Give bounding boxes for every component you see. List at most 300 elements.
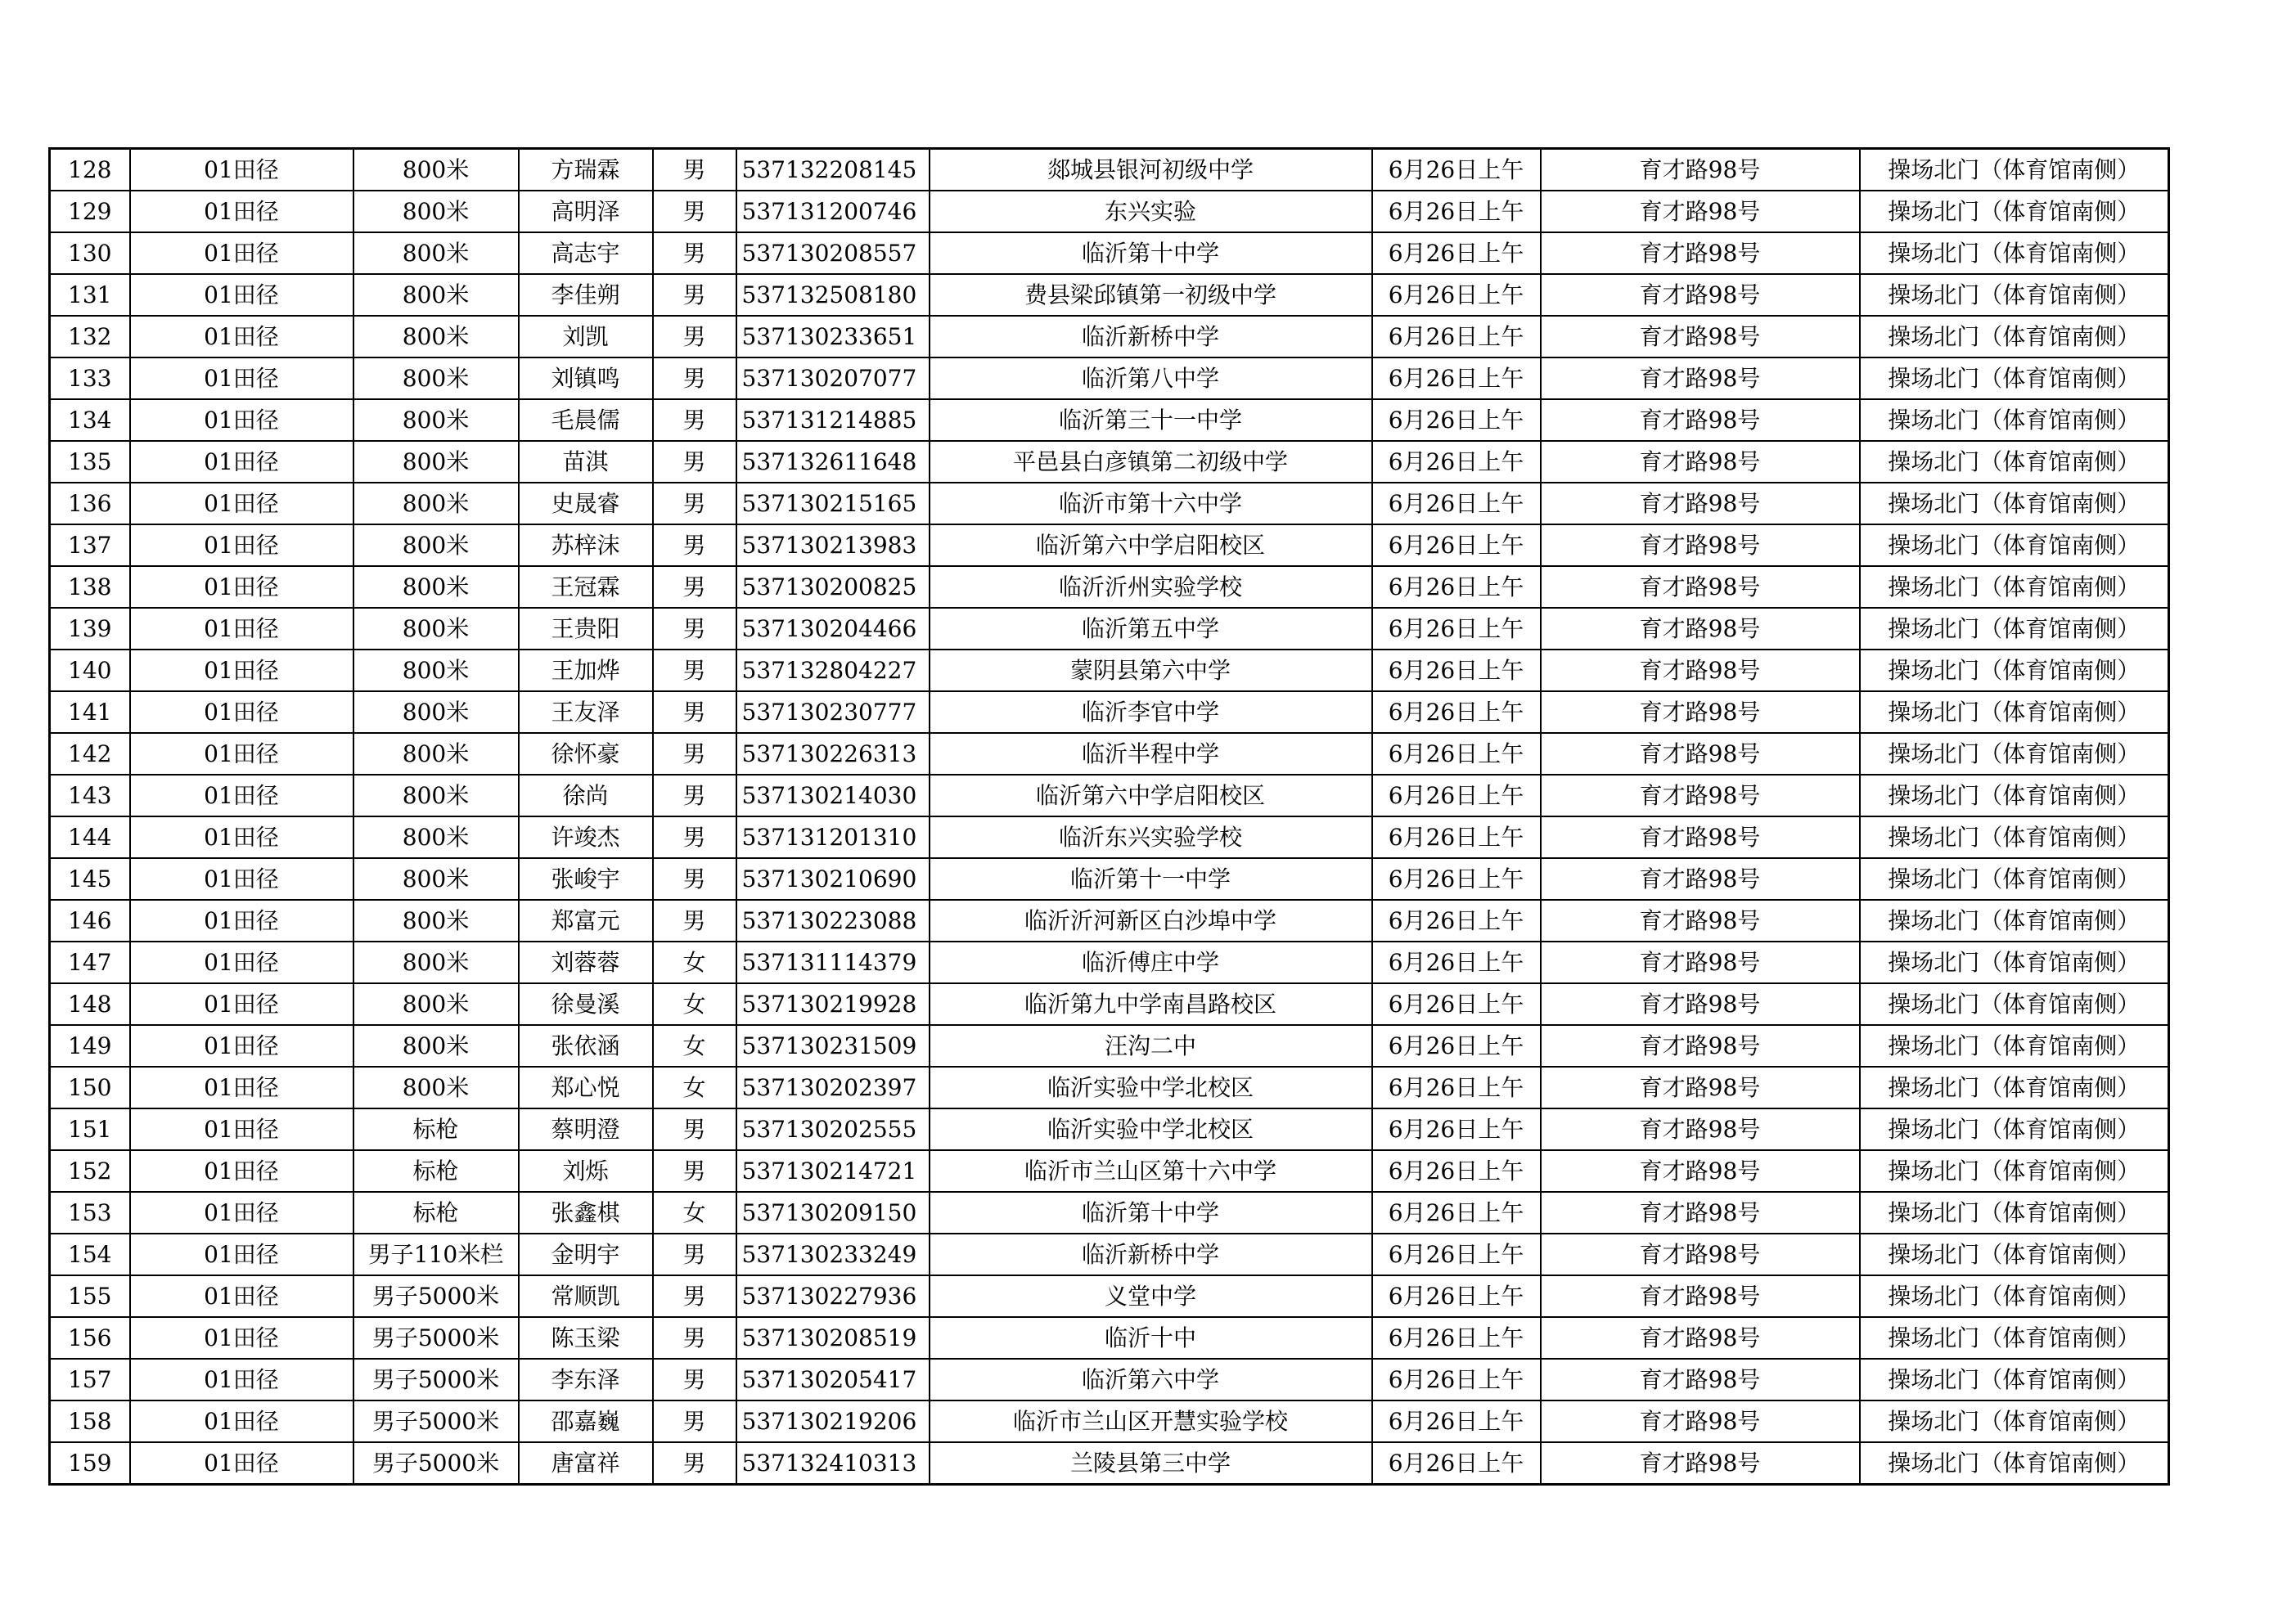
school-name-cell: 临沂新桥中学 [930, 1234, 1372, 1275]
school-name-cell: 临沂李官中学 [930, 691, 1372, 733]
exam-time-cell: 6月26日上午 [1372, 608, 1541, 650]
athlete-name-cell: 蔡明澄 [519, 1108, 653, 1150]
row-number-cell: 143 [50, 775, 130, 816]
gate-location-cell: 操场北门（体育馆南侧） [1860, 1442, 2169, 1485]
table-row [50, 1067, 2169, 1108]
exam-time-cell: 6月26日上午 [1372, 149, 1541, 191]
school-name-cell: 临沂东兴实验学校 [930, 816, 1372, 858]
event-name-cell: 标枪 [353, 1108, 519, 1150]
exam-id-cell: 537130219928 [736, 983, 930, 1025]
sport-category-cell: 01田径 [130, 775, 353, 816]
school-name-cell: 临沂实验中学北校区 [930, 1067, 1372, 1108]
row-number-cell: 138 [50, 566, 130, 608]
gender-cell: 男 [653, 1234, 736, 1275]
school-name-cell: 临沂第五中学 [930, 608, 1372, 650]
athlete-name-cell: 李东泽 [519, 1359, 653, 1400]
school-name-cell: 郯城县银河初级中学 [930, 149, 1372, 191]
school-name-cell: 临沂第十中学 [930, 1192, 1372, 1234]
athlete-name-cell: 李佳朔 [519, 274, 653, 316]
exam-address-cell: 育才路98号 [1541, 274, 1860, 316]
gate-location-cell: 操场北门（体育馆南侧） [1860, 1317, 2169, 1359]
exam-id-cell: 537130214030 [736, 775, 930, 816]
athlete-name-cell: 王友泽 [519, 691, 653, 733]
athlete-name-cell: 陈玉梁 [519, 1317, 653, 1359]
exam-id-cell: 537130233651 [736, 316, 930, 357]
gender-cell: 男 [653, 858, 736, 900]
exam-id-cell: 537131114379 [736, 942, 930, 983]
gate-location-cell: 操场北门（体育馆南侧） [1860, 149, 2169, 191]
exam-address-cell: 育才路98号 [1541, 816, 1860, 858]
exam-address-cell: 育才路98号 [1541, 1234, 1860, 1275]
gender-cell: 男 [653, 274, 736, 316]
table-row [50, 1234, 2169, 1275]
sport-category-cell: 01田径 [130, 483, 353, 524]
gate-location-cell: 操场北门（体育馆南侧） [1860, 775, 2169, 816]
table-row [50, 524, 2169, 566]
exam-id-cell: 537130204466 [736, 608, 930, 650]
gender-cell: 男 [653, 1108, 736, 1150]
table-row [50, 1150, 2169, 1192]
gate-location-cell: 操场北门（体育馆南侧） [1860, 1108, 2169, 1150]
table-row [50, 441, 2169, 483]
event-name-cell: 800米 [353, 691, 519, 733]
athlete-name-cell: 苗淇 [519, 441, 653, 483]
gate-location-cell: 操场北门（体育馆南侧） [1860, 566, 2169, 608]
table-row [50, 858, 2169, 900]
gate-location-cell: 操场北门（体育馆南侧） [1860, 733, 2169, 775]
exam-time-cell: 6月26日上午 [1372, 483, 1541, 524]
row-number-cell: 132 [50, 316, 130, 357]
row-number-cell: 152 [50, 1150, 130, 1192]
gate-location-cell: 操场北门（体育馆南侧） [1860, 1234, 2169, 1275]
exam-id-cell: 537131200746 [736, 191, 930, 232]
exam-id-cell: 537130207077 [736, 357, 930, 399]
row-number-cell: 135 [50, 441, 130, 483]
exam-time-cell: 6月26日上午 [1372, 399, 1541, 441]
gender-cell: 女 [653, 1025, 736, 1067]
table-row [50, 483, 2169, 524]
school-name-cell: 费县梁邱镇第一初级中学 [930, 274, 1372, 316]
athlete-name-cell: 许竣杰 [519, 816, 653, 858]
event-name-cell: 标枪 [353, 1150, 519, 1192]
gender-cell: 男 [653, 191, 736, 232]
table-row [50, 1025, 2169, 1067]
school-name-cell: 蒙阴县第六中学 [930, 650, 1372, 691]
sport-category-cell: 01田径 [130, 1108, 353, 1150]
exam-address-cell: 育才路98号 [1541, 608, 1860, 650]
roster-table-body [50, 149, 2169, 1485]
sport-category-cell: 01田径 [130, 983, 353, 1025]
school-name-cell: 临沂第八中学 [930, 357, 1372, 399]
gender-cell: 男 [653, 566, 736, 608]
sport-category-cell: 01田径 [130, 232, 353, 274]
gate-location-cell: 操场北门（体育馆南侧） [1860, 1192, 2169, 1234]
exam-address-cell: 育才路98号 [1541, 1150, 1860, 1192]
event-name-cell: 800米 [353, 1067, 519, 1108]
exam-address-cell: 育才路98号 [1541, 316, 1860, 357]
event-name-cell: 800米 [353, 816, 519, 858]
gender-cell: 男 [653, 650, 736, 691]
row-number-cell: 141 [50, 691, 130, 733]
school-name-cell: 临沂半程中学 [930, 733, 1372, 775]
exam-address-cell: 育才路98号 [1541, 232, 1860, 274]
exam-address-cell: 育才路98号 [1541, 441, 1860, 483]
exam-time-cell: 6月26日上午 [1372, 1442, 1541, 1485]
sport-category-cell: 01田径 [130, 942, 353, 983]
table-row [50, 691, 2169, 733]
event-name-cell: 800米 [353, 316, 519, 357]
exam-address-cell: 育才路98号 [1541, 1442, 1860, 1485]
exam-time-cell: 6月26日上午 [1372, 316, 1541, 357]
row-number-cell: 156 [50, 1317, 130, 1359]
sport-category-cell: 01田径 [130, 566, 353, 608]
table-row [50, 608, 2169, 650]
athlete-name-cell: 常顺凯 [519, 1275, 653, 1317]
exam-time-cell: 6月26日上午 [1372, 691, 1541, 733]
sport-category-cell: 01田径 [130, 357, 353, 399]
athlete-name-cell: 王加烨 [519, 650, 653, 691]
gender-cell: 男 [653, 900, 736, 942]
gate-location-cell: 操场北门（体育馆南侧） [1860, 232, 2169, 274]
exam-time-cell: 6月26日上午 [1372, 524, 1541, 566]
exam-time-cell: 6月26日上午 [1372, 1234, 1541, 1275]
row-number-cell: 142 [50, 733, 130, 775]
gate-location-cell: 操场北门（体育馆南侧） [1860, 441, 2169, 483]
row-number-cell: 148 [50, 983, 130, 1025]
exam-time-cell: 6月26日上午 [1372, 1400, 1541, 1442]
gender-cell: 男 [653, 1359, 736, 1400]
row-number-cell: 137 [50, 524, 130, 566]
row-number-cell: 131 [50, 274, 130, 316]
exam-id-cell: 537130226313 [736, 733, 930, 775]
table-row [50, 274, 2169, 316]
gender-cell: 男 [653, 316, 736, 357]
row-number-cell: 133 [50, 357, 130, 399]
exam-id-cell: 537130227936 [736, 1275, 930, 1317]
exam-time-cell: 6月26日上午 [1372, 1108, 1541, 1150]
exam-id-cell: 537132804227 [736, 650, 930, 691]
row-number-cell: 149 [50, 1025, 130, 1067]
exam-id-cell: 537130215165 [736, 483, 930, 524]
gender-cell: 男 [653, 441, 736, 483]
gate-location-cell: 操场北门（体育馆南侧） [1860, 900, 2169, 942]
gender-cell: 女 [653, 1067, 736, 1108]
exam-address-cell: 育才路98号 [1541, 733, 1860, 775]
gender-cell: 女 [653, 1192, 736, 1234]
exam-id-cell: 537130202555 [736, 1108, 930, 1150]
exam-address-cell: 育才路98号 [1541, 399, 1860, 441]
gate-location-cell: 操场北门（体育馆南侧） [1860, 1400, 2169, 1442]
exam-id-cell: 537130209150 [736, 1192, 930, 1234]
athlete-name-cell: 刘镇鸣 [519, 357, 653, 399]
exam-address-cell: 育才路98号 [1541, 983, 1860, 1025]
sport-category-cell: 01田径 [130, 1192, 353, 1234]
table-row [50, 399, 2169, 441]
athlete-name-cell: 高明泽 [519, 191, 653, 232]
row-number-cell: 159 [50, 1442, 130, 1485]
gender-cell: 男 [653, 691, 736, 733]
event-name-cell: 800米 [353, 441, 519, 483]
school-name-cell: 临沂沂河新区白沙埠中学 [930, 900, 1372, 942]
sport-category-cell: 01田径 [130, 1442, 353, 1485]
sport-category-cell: 01田径 [130, 816, 353, 858]
event-name-cell: 男子5000米 [353, 1359, 519, 1400]
exam-time-cell: 6月26日上午 [1372, 1192, 1541, 1234]
event-name-cell: 男子5000米 [353, 1275, 519, 1317]
athlete-name-cell: 徐曼溪 [519, 983, 653, 1025]
school-name-cell: 临沂第六中学启阳校区 [930, 524, 1372, 566]
gender-cell: 男 [653, 1317, 736, 1359]
gate-location-cell: 操场北门（体育馆南侧） [1860, 524, 2169, 566]
exam-id-cell: 537130230777 [736, 691, 930, 733]
athlete-name-cell: 王贵阳 [519, 608, 653, 650]
exam-id-cell: 537130231509 [736, 1025, 930, 1067]
gate-location-cell: 操场北门（体育馆南侧） [1860, 1150, 2169, 1192]
event-name-cell: 男子5000米 [353, 1317, 519, 1359]
table-row [50, 566, 2169, 608]
gate-location-cell: 操场北门（体育馆南侧） [1860, 1359, 2169, 1400]
athlete-name-cell: 张峻宇 [519, 858, 653, 900]
sport-category-cell: 01田径 [130, 441, 353, 483]
gender-cell: 女 [653, 942, 736, 983]
athlete-name-cell: 金明宇 [519, 1234, 653, 1275]
exam-address-cell: 育才路98号 [1541, 149, 1860, 191]
exam-time-cell: 6月26日上午 [1372, 900, 1541, 942]
sport-category-cell: 01田径 [130, 191, 353, 232]
event-name-cell: 800米 [353, 858, 519, 900]
gate-location-cell: 操场北门（体育馆南侧） [1860, 274, 2169, 316]
school-name-cell: 临沂第九中学南昌路校区 [930, 983, 1372, 1025]
sport-category-cell: 01田径 [130, 1317, 353, 1359]
row-number-cell: 146 [50, 900, 130, 942]
exam-time-cell: 6月26日上午 [1372, 191, 1541, 232]
table-row [50, 942, 2169, 983]
exam-time-cell: 6月26日上午 [1372, 1317, 1541, 1359]
exam-address-cell: 育才路98号 [1541, 942, 1860, 983]
school-name-cell: 兰陵县第三中学 [930, 1442, 1372, 1485]
table-row [50, 1317, 2169, 1359]
event-name-cell: 800米 [353, 900, 519, 942]
athlete-name-cell: 唐富祥 [519, 1442, 653, 1485]
row-number-cell: 147 [50, 942, 130, 983]
school-name-cell: 临沂市兰山区开慧实验学校 [930, 1400, 1372, 1442]
event-name-cell: 800米 [353, 775, 519, 816]
athlete-name-cell: 方瑞霖 [519, 149, 653, 191]
event-name-cell: 800米 [353, 942, 519, 983]
school-name-cell: 临沂十中 [930, 1317, 1372, 1359]
school-name-cell: 东兴实验 [930, 191, 1372, 232]
table-row [50, 1192, 2169, 1234]
gate-location-cell: 操场北门（体育馆南侧） [1860, 983, 2169, 1025]
gate-location-cell: 操场北门（体育馆南侧） [1860, 483, 2169, 524]
athlete-name-cell: 刘凯 [519, 316, 653, 357]
sport-category-cell: 01田径 [130, 316, 353, 357]
exam-time-cell: 6月26日上午 [1372, 232, 1541, 274]
event-name-cell: 标枪 [353, 1192, 519, 1234]
athlete-name-cell: 史晟睿 [519, 483, 653, 524]
exam-id-cell: 537130208519 [736, 1317, 930, 1359]
row-number-cell: 136 [50, 483, 130, 524]
exam-time-cell: 6月26日上午 [1372, 1025, 1541, 1067]
exam-time-cell: 6月26日上午 [1372, 566, 1541, 608]
event-name-cell: 800米 [353, 1025, 519, 1067]
row-number-cell: 144 [50, 816, 130, 858]
table-row [50, 232, 2169, 274]
table-row [50, 650, 2169, 691]
sport-category-cell: 01田径 [130, 274, 353, 316]
athlete-name-cell: 刘烁 [519, 1150, 653, 1192]
exam-address-cell: 育才路98号 [1541, 357, 1860, 399]
exam-address-cell: 育才路98号 [1541, 775, 1860, 816]
gate-location-cell: 操场北门（体育馆南侧） [1860, 650, 2169, 691]
exam-address-cell: 育才路98号 [1541, 900, 1860, 942]
school-name-cell: 汪沟二中 [930, 1025, 1372, 1067]
gate-location-cell: 操场北门（体育馆南侧） [1860, 942, 2169, 983]
exam-time-cell: 6月26日上午 [1372, 357, 1541, 399]
school-name-cell: 临沂傅庄中学 [930, 942, 1372, 983]
event-name-cell: 男子5000米 [353, 1442, 519, 1485]
exam-time-cell: 6月26日上午 [1372, 733, 1541, 775]
athlete-name-cell: 邵嘉巍 [519, 1400, 653, 1442]
school-name-cell: 临沂第三十一中学 [930, 399, 1372, 441]
sport-category-cell: 01田径 [130, 1234, 353, 1275]
exam-address-cell: 育才路98号 [1541, 566, 1860, 608]
row-number-cell: 145 [50, 858, 130, 900]
gender-cell: 男 [653, 149, 736, 191]
event-name-cell: 男子110米栏 [353, 1234, 519, 1275]
athlete-name-cell: 徐怀豪 [519, 733, 653, 775]
event-name-cell: 男子5000米 [353, 1400, 519, 1442]
row-number-cell: 130 [50, 232, 130, 274]
gate-location-cell: 操场北门（体育馆南侧） [1860, 1275, 2169, 1317]
gender-cell: 男 [653, 232, 736, 274]
exam-id-cell: 537131201310 [736, 816, 930, 858]
school-name-cell: 平邑县白彦镇第二初级中学 [930, 441, 1372, 483]
table-row [50, 357, 2169, 399]
row-number-cell: 128 [50, 149, 130, 191]
gender-cell: 男 [653, 775, 736, 816]
school-name-cell: 临沂第六中学启阳校区 [930, 775, 1372, 816]
gate-location-cell: 操场北门（体育馆南侧） [1860, 1067, 2169, 1108]
gender-cell: 男 [653, 357, 736, 399]
gender-cell: 男 [653, 1150, 736, 1192]
row-number-cell: 157 [50, 1359, 130, 1400]
exam-id-cell: 537130210690 [736, 858, 930, 900]
exam-address-cell: 育才路98号 [1541, 1108, 1860, 1150]
event-name-cell: 800米 [353, 733, 519, 775]
gate-location-cell: 操场北门（体育馆南侧） [1860, 858, 2169, 900]
gender-cell: 男 [653, 816, 736, 858]
row-number-cell: 155 [50, 1275, 130, 1317]
exam-time-cell: 6月26日上午 [1372, 650, 1541, 691]
exam-id-cell: 537132208145 [736, 149, 930, 191]
exam-time-cell: 6月26日上午 [1372, 858, 1541, 900]
gender-cell: 男 [653, 1400, 736, 1442]
gender-cell: 男 [653, 733, 736, 775]
school-name-cell: 临沂第六中学 [930, 1359, 1372, 1400]
table-row [50, 775, 2169, 816]
exam-address-cell: 育才路98号 [1541, 1275, 1860, 1317]
exam-time-cell: 6月26日上午 [1372, 274, 1541, 316]
exam-id-cell: 537130208557 [736, 232, 930, 274]
event-name-cell: 800米 [353, 232, 519, 274]
event-name-cell: 800米 [353, 357, 519, 399]
school-name-cell: 临沂新桥中学 [930, 316, 1372, 357]
exam-id-cell: 537130200825 [736, 566, 930, 608]
athlete-name-cell: 苏梓沫 [519, 524, 653, 566]
event-name-cell: 800米 [353, 566, 519, 608]
roster-table [48, 147, 2170, 1486]
gender-cell: 男 [653, 483, 736, 524]
sport-category-cell: 01田径 [130, 650, 353, 691]
exam-time-cell: 6月26日上午 [1372, 1067, 1541, 1108]
exam-time-cell: 6月26日上午 [1372, 942, 1541, 983]
row-number-cell: 134 [50, 399, 130, 441]
exam-id-cell: 537132410313 [736, 1442, 930, 1485]
sport-category-cell: 01田径 [130, 524, 353, 566]
athlete-name-cell: 王冠霖 [519, 566, 653, 608]
row-number-cell: 150 [50, 1067, 130, 1108]
exam-address-cell: 育才路98号 [1541, 1400, 1860, 1442]
gender-cell: 女 [653, 983, 736, 1025]
row-number-cell: 140 [50, 650, 130, 691]
athlete-name-cell: 张鑫棋 [519, 1192, 653, 1234]
event-name-cell: 800米 [353, 149, 519, 191]
athlete-name-cell: 郑心悦 [519, 1067, 653, 1108]
exam-id-cell: 537130205417 [736, 1359, 930, 1400]
gate-location-cell: 操场北门（体育馆南侧） [1860, 816, 2169, 858]
gender-cell: 男 [653, 608, 736, 650]
sport-category-cell: 01田径 [130, 1025, 353, 1067]
exam-address-cell: 育才路98号 [1541, 483, 1860, 524]
athlete-name-cell: 高志宇 [519, 232, 653, 274]
exam-address-cell: 育才路98号 [1541, 691, 1860, 733]
exam-time-cell: 6月26日上午 [1372, 983, 1541, 1025]
table-row [50, 816, 2169, 858]
sport-category-cell: 01田径 [130, 900, 353, 942]
gender-cell: 男 [653, 524, 736, 566]
exam-id-cell: 537131214885 [736, 399, 930, 441]
table-row [50, 900, 2169, 942]
sport-category-cell: 01田径 [130, 733, 353, 775]
exam-time-cell: 6月26日上午 [1372, 816, 1541, 858]
event-name-cell: 800米 [353, 650, 519, 691]
school-name-cell: 临沂第十中学 [930, 232, 1372, 274]
sport-category-cell: 01田径 [130, 1150, 353, 1192]
exam-time-cell: 6月26日上午 [1372, 441, 1541, 483]
event-name-cell: 800米 [353, 399, 519, 441]
event-name-cell: 800米 [353, 608, 519, 650]
event-name-cell: 800米 [353, 274, 519, 316]
table-row [50, 983, 2169, 1025]
table-row [50, 191, 2169, 232]
sport-category-cell: 01田径 [130, 1400, 353, 1442]
school-name-cell: 临沂市第十六中学 [930, 483, 1372, 524]
row-number-cell: 154 [50, 1234, 130, 1275]
gender-cell: 男 [653, 1275, 736, 1317]
sport-category-cell: 01田径 [130, 691, 353, 733]
sport-category-cell: 01田径 [130, 608, 353, 650]
athlete-name-cell: 徐尚 [519, 775, 653, 816]
exam-id-cell: 537130213983 [736, 524, 930, 566]
row-number-cell: 158 [50, 1400, 130, 1442]
exam-address-cell: 育才路98号 [1541, 1025, 1860, 1067]
sport-category-cell: 01田径 [130, 399, 353, 441]
school-name-cell: 义堂中学 [930, 1275, 1372, 1317]
table-row [50, 1400, 2169, 1442]
exam-address-cell: 育才路98号 [1541, 858, 1860, 900]
table-row [50, 1275, 2169, 1317]
